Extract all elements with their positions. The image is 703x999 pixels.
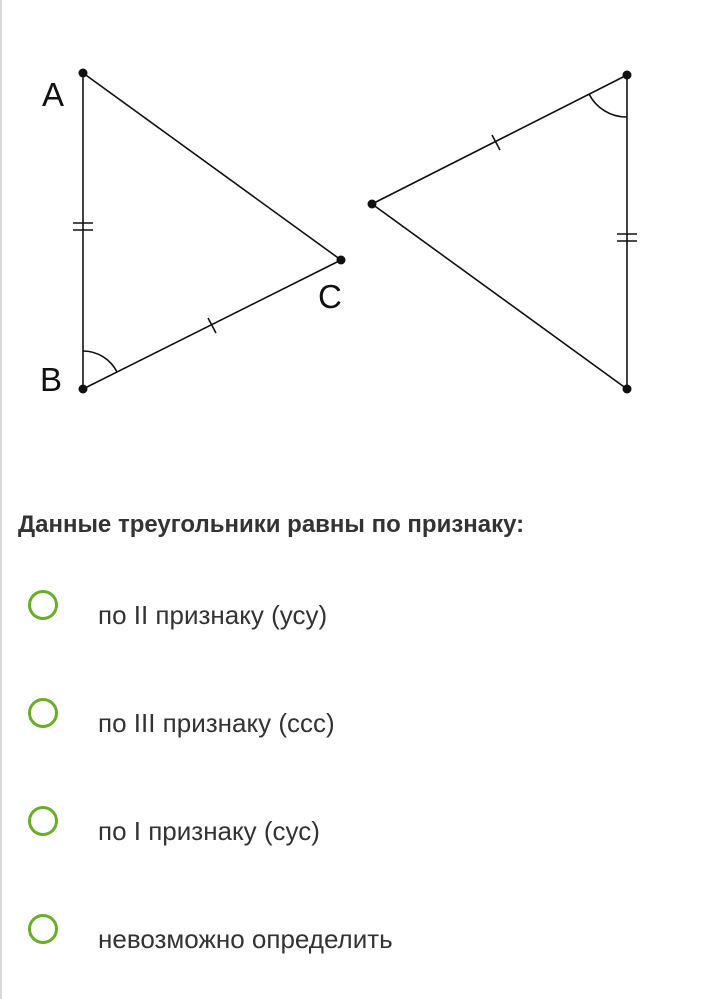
option-label: по III признаку (ссс) (98, 708, 335, 738)
vertex-b-dot (79, 385, 88, 394)
option-2[interactable] (0, 698, 703, 758)
option-3[interactable] (0, 806, 703, 866)
side-ac (83, 73, 341, 260)
vertex-a-dot (79, 69, 88, 78)
radio-button[interactable] (28, 806, 58, 836)
option-label: по II признаку (усу) (98, 600, 328, 630)
option-label: по I признаку (сус) (98, 816, 320, 846)
question-text: Данные треугольники равны по признаку: (18, 511, 525, 538)
vertex-c-dot (337, 256, 346, 265)
option-1[interactable] (0, 590, 703, 650)
vertex-right-top-dot (623, 71, 632, 80)
vertex-label-b: B (40, 361, 63, 398)
angle-arc-right-top (589, 94, 627, 117)
radio-button[interactable] (28, 914, 58, 944)
triangles-diagram (0, 0, 703, 470)
option-label: невозможно определить (98, 924, 393, 954)
vertex-label-c: C (318, 278, 342, 315)
vertex-right-bottom-dot (623, 385, 632, 394)
radio-button[interactable] (28, 698, 58, 728)
radio-button[interactable] (28, 590, 58, 620)
side-right-bottom (372, 204, 627, 389)
option-4[interactable] (0, 914, 703, 974)
triangles-figure (0, 0, 703, 470)
vertex-label-a: A (42, 76, 65, 113)
angle-arc-b (83, 351, 117, 372)
vertex-right-left-dot (368, 200, 377, 209)
